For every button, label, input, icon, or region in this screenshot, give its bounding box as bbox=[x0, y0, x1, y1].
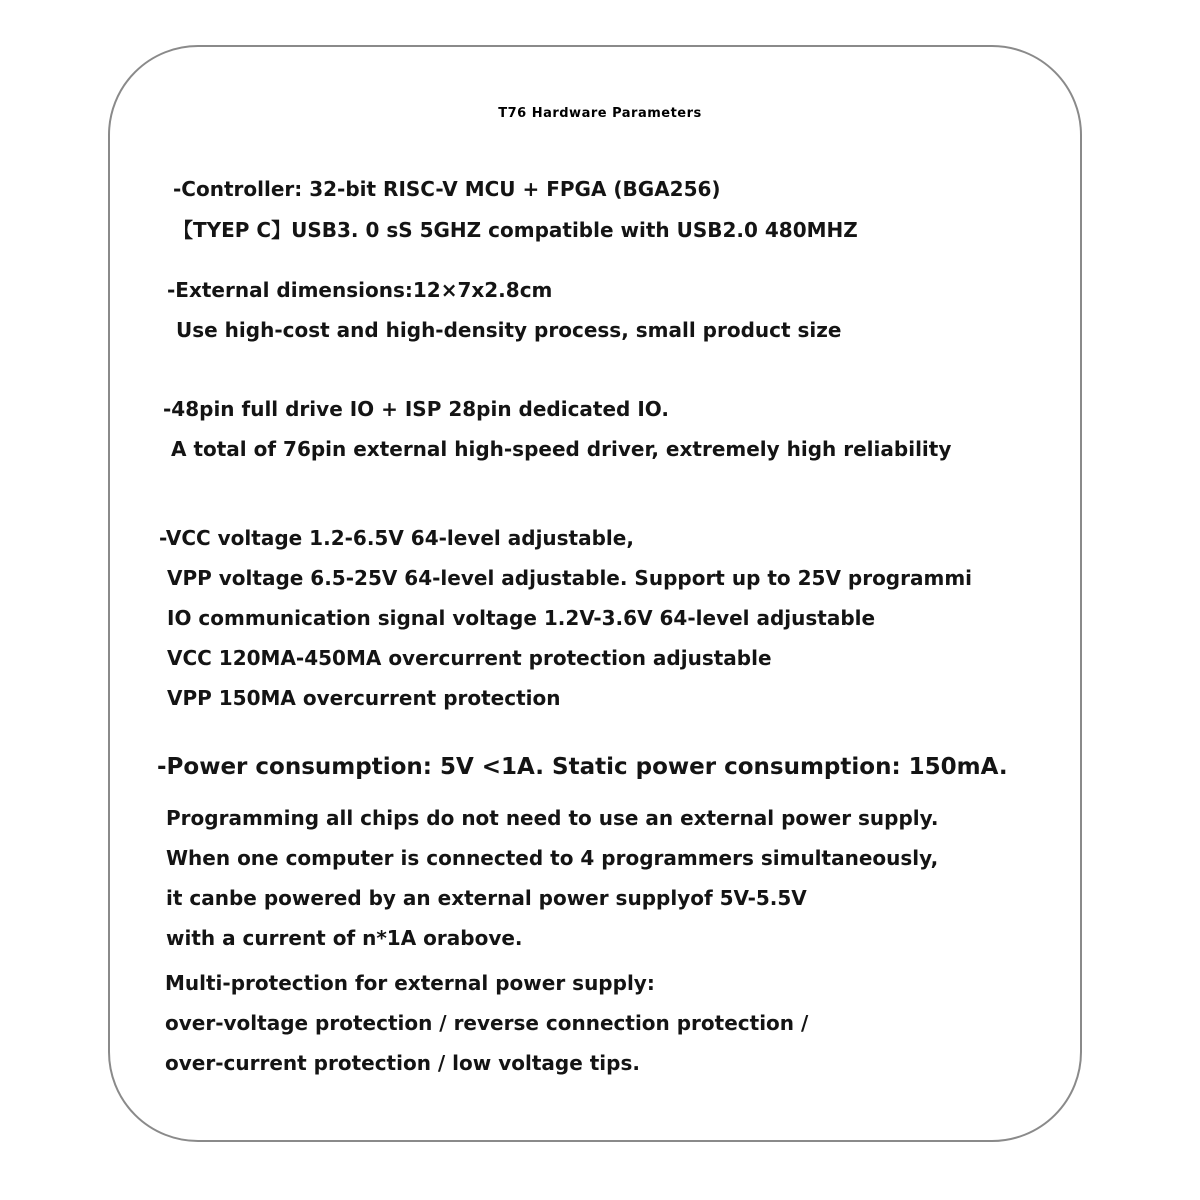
voltage-line-1: -VCC voltage 1.2-6.5V 64-level adjustable, bbox=[159, 526, 634, 550]
controller-line-2: 【TYEP C】USB3. 0 sS 5GHZ compatible with USB2.0 480MHZ bbox=[173, 218, 858, 242]
controller-line-1: -Controller: 32-bit RISC-V MCU + FPGA (BGA256) bbox=[173, 177, 721, 201]
page-title: T76 Hardware Parameters bbox=[498, 106, 702, 121]
voltage-line-2: VPP voltage 6.5-25V 64-level adjustable. Support up to 25V programmi bbox=[167, 566, 973, 590]
voltage-line-3: IO communication signal voltage 1.2V-3.6V 64-level adjustable bbox=[167, 606, 876, 630]
protection-line-3: over-current protection / low voltage tips. bbox=[165, 1051, 640, 1075]
protection-line-1: Multi-protection for external power supply: bbox=[165, 971, 655, 995]
voltage-line-5: VPP 150MA overcurrent protection bbox=[167, 686, 561, 710]
power-line-1: -Power consumption: 5V <1A. Static power consumption: 150mA. bbox=[157, 754, 1008, 780]
power-line-3: When one computer is connected to 4 programmers simultaneously, bbox=[166, 846, 939, 870]
power-line-2: Programming all chips do not need to use an external power supply. bbox=[166, 806, 939, 830]
io-line-1: -48pin full drive IO + ISP 28pin dedicated IO. bbox=[163, 397, 669, 421]
power-line-4: it canbe powered by an external power supplyof 5V-5.5V bbox=[166, 886, 807, 910]
io-line-2: A total of 76pin external high-speed driver, extremely high reliability bbox=[171, 437, 952, 461]
power-line-5: with a current of n*1A orabove. bbox=[166, 926, 523, 950]
dimensions-line-2: Use high-cost and high-density process, small product size bbox=[176, 318, 842, 342]
dimensions-line-1: -External dimensions:12×7x2.8cm bbox=[167, 278, 553, 302]
protection-line-2: over-voltage protection / reverse connection protection / bbox=[165, 1011, 809, 1035]
voltage-line-4: VCC 120MA-450MA overcurrent protection adjustable bbox=[167, 646, 772, 670]
